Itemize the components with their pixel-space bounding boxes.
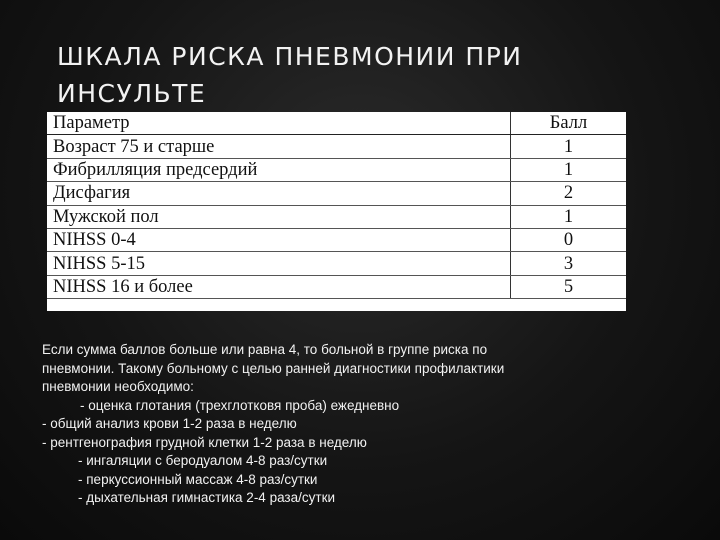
pneumonia-risk-table xyxy=(47,112,626,299)
header-score: Балл xyxy=(511,112,627,135)
row-score: 2 xyxy=(511,182,627,205)
row-param: NIHSS 5-15 xyxy=(47,252,511,275)
table-header-row xyxy=(47,112,626,135)
table-row xyxy=(47,275,626,298)
table-row xyxy=(47,205,626,228)
intro-line: Если сумма баллов больше или равна 4, то больной в группе риска по xyxy=(42,342,488,357)
list-item: - дыхательная гимнастика 2-4 раза/сутки xyxy=(78,490,336,505)
row-score: 1 xyxy=(511,135,627,158)
row-param: Мужской пол xyxy=(47,205,511,228)
row-score: 5 xyxy=(511,275,627,298)
header-param: Параметр xyxy=(47,112,511,135)
recommendation-text xyxy=(42,341,662,508)
row-score: 3 xyxy=(511,252,627,275)
list-item: - перкуссионный массаж 4-8 раз/сутки xyxy=(78,471,318,487)
intro-line: пневмонии необходимо: xyxy=(42,379,194,394)
table-row xyxy=(47,228,626,251)
table-row xyxy=(47,252,626,275)
row-param: NIHSS 16 и более xyxy=(47,275,511,298)
row-score: 0 xyxy=(511,228,627,251)
row-param: Дисфагия xyxy=(47,182,511,205)
list-item: - ингаляции с беродуалом 4-8 раз/сутки xyxy=(78,453,328,468)
row-param: NIHSS 0-4 xyxy=(47,228,511,251)
list-item: - общий анализ крови 1-2 раза в неделю xyxy=(42,416,297,431)
row-param: Возраст 75 и старше xyxy=(47,135,511,158)
table-row xyxy=(47,158,626,181)
score-table-image xyxy=(47,112,626,311)
row-param: Фибрилляция предсердий xyxy=(47,158,511,181)
row-score: 1 xyxy=(511,205,627,228)
table-row xyxy=(47,135,626,158)
slide-title: ШКАЛА РИСКА ПНЕВМОНИИ ПРИ ИНСУЛЬТЕ xyxy=(57,42,523,108)
table-row xyxy=(47,182,626,205)
list-item: - оценка глотания (трехглотковя проба) ежедневно xyxy=(80,397,400,413)
intro-line: пневмонии. Такому больному с целью ранней диагностики профилактики xyxy=(42,360,505,376)
list-item: - рентгенография грудной клетки 1-2 раза в неделю xyxy=(42,434,367,450)
row-score: 1 xyxy=(511,158,627,181)
